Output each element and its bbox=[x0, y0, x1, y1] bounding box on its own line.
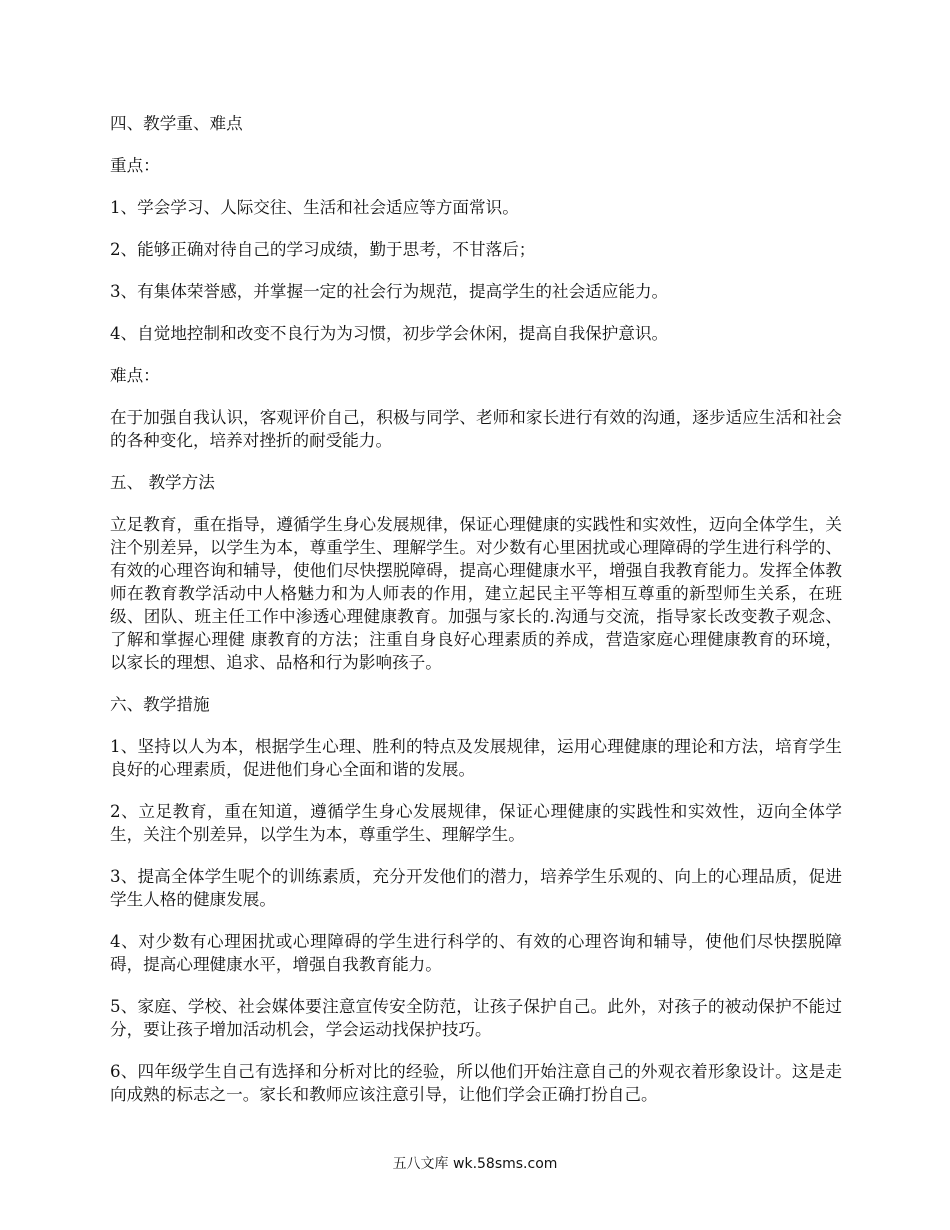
document-body bbox=[110, 112, 842, 1125]
section-6-heading: 六、教学措施 bbox=[110, 695, 210, 714]
key-point-item-4: 4、自觉地控制和改变不良行为为习惯，初步学会休闲，提高自我保护意识。 bbox=[110, 324, 669, 343]
measure-item-2: 2、立足教育，重在知道，遵循学生身心发展规律，保证心理健康的实践性和实效性，迈向全体学生，关注个别差异，以学生为本，尊重学生、理解学生。 bbox=[110, 802, 842, 844]
measure-item-5: 5、家庭、学校、社会媒体要注意宣传安全防范，让孩子保护自己。此外，对孩子的被动保护不能过分，要让孩子增加活动机会，学会运动找保护技巧。 bbox=[110, 997, 842, 1039]
key-point-item-1: 1、学会学习、人际交往、生活和社会适应等方面常识。 bbox=[110, 198, 519, 217]
measure-item-6: 6、四年级学生自己有选择和分析对比的经验，所以他们开始注意自己的外观衣着形象设计。这是走向成熟的标志之一。家长和教师应该注意引导，让他们学会正确打扮自己。 bbox=[110, 1062, 842, 1104]
difficulty-label: 难点： bbox=[110, 366, 160, 385]
difficulty-text: 在于加强自我认识，客观评价自己，积极与同学、老师和家长进行有效的沟通，逐步适应生活和社会的各种变化，培养对挫折的耐受能力。 bbox=[110, 408, 842, 450]
key-point-item-3: 3、有集体荣誉感，并掌握一定的社会行为规范，提高学生的社会适应能力。 bbox=[110, 282, 669, 301]
section-5-heading: 五、 教学方法 bbox=[110, 473, 215, 492]
key-points-label: 重点： bbox=[110, 156, 160, 175]
section-4-heading: 四、教学重、难点 bbox=[110, 114, 243, 133]
teaching-methods-text: 立足教育，重在指导，遵循学生身心发展规律，保证心理健康的实践性和实效性，迈向全体学生，关注个别差异，以学生为本，尊重学生、理解学生。对少数有心里困扰或心理障碍的学生进行科学的、有效的心理咨询和辅导，使他们尽快摆脱障碍，提高心理健康水平，增强自我教育能力。发挥全体教师在教育教学活动中人格魅力和为人师表的作用，建立起民主平等相互尊重的新型师生关系，在班级、团队、班主任工作中渗透心理健康教育。加强与家长的.沟通与交流，指导家长改变教子观念、了解和掌握心理健 康教育的方法；注重自身良好心理素质的养成，营造家庭心理健康教育的环境，以家长的理想、追求、品格和行为影响孩子。 bbox=[110, 515, 842, 672]
measure-item-1: 1、坚持以人为本，根据学生心理、胜利的特点及发展规律，运用心理健康的理论和方法，培育学生良好的心理素质，促进他们身心全面和谐的发展。 bbox=[110, 737, 842, 779]
key-point-item-2: 2、能够正确对待自己的学习成绩，勤于思考，不甘落后； bbox=[110, 240, 536, 259]
measure-item-4: 4、对少数有心理困扰或心理障碍的学生进行科学的、有效的心理咨询和辅导，使他们尽快摆脱障碍，提高心理健康水平，增强自我教育能力。 bbox=[110, 932, 842, 974]
footer-watermark: 五八文库 wk.58sms.com bbox=[392, 1156, 558, 1172]
measure-item-3: 3、提高全体学生呢个的训练素质，充分开发他们的潜力，培养学生乐观的、向上的心理品质，促进学生人格的健康发展。 bbox=[110, 867, 842, 909]
